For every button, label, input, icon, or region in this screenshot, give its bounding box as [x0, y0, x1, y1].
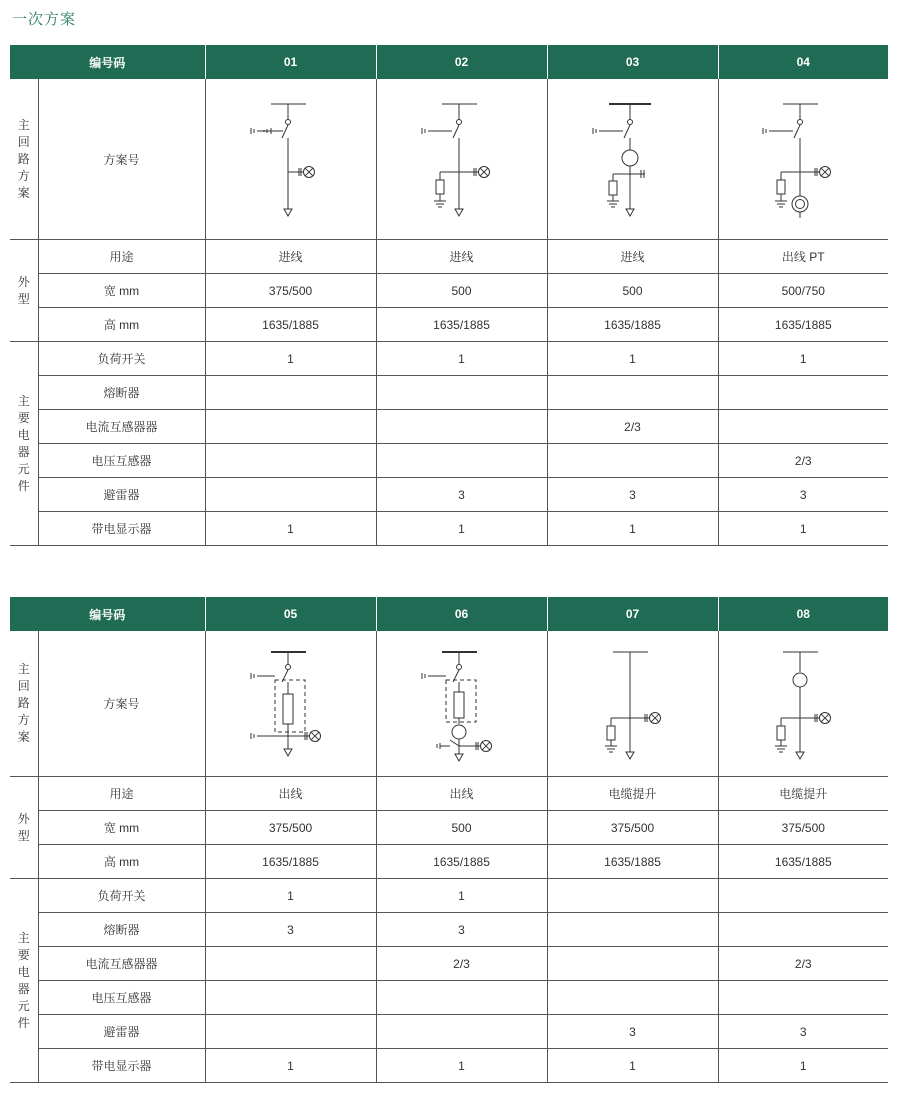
- height-01: 1635/1885: [205, 308, 376, 342]
- ct-label: 电流互感器器: [38, 947, 205, 981]
- indicator-05: 1: [205, 1049, 376, 1083]
- load-switch-03: 1: [547, 342, 718, 376]
- width-06: 500: [376, 811, 547, 845]
- usage-label: 用途: [38, 240, 205, 274]
- arrester-04: 3: [718, 478, 888, 512]
- arrester-row: [10, 478, 888, 512]
- diagram-03: [547, 79, 718, 240]
- ct-row: [10, 410, 888, 444]
- arrester-label: 避雷器: [38, 478, 205, 512]
- fuse-08: [718, 913, 888, 947]
- fuse-07: [547, 913, 718, 947]
- group-components: 主 要 电 器 元 件: [10, 342, 38, 546]
- arrester-07: 3: [547, 1015, 718, 1049]
- width-02: 500: [376, 274, 547, 308]
- width-08: 375/500: [718, 811, 888, 845]
- arrester-label: 避雷器: [38, 1015, 205, 1049]
- height-08: 1635/1885: [718, 845, 888, 879]
- pt-02: [376, 444, 547, 478]
- ct-04: [718, 410, 888, 444]
- diagram-01: [205, 79, 376, 240]
- circuit-diagram-02: [412, 94, 512, 224]
- fuse-04: [718, 376, 888, 410]
- fuse-label: 熔断器: [38, 376, 205, 410]
- indicator-label: 带电显示器: [38, 1049, 205, 1083]
- scheme-table-1: [10, 45, 888, 546]
- pt-05: [205, 981, 376, 1015]
- load-switch-row: [10, 879, 888, 913]
- ct-02: [376, 410, 547, 444]
- circuit-diagram-08: [753, 644, 853, 764]
- height-06: 1635/1885: [376, 845, 547, 879]
- width-row: [10, 274, 888, 308]
- usage-05: 出线: [205, 777, 376, 811]
- arrester-05: [205, 1015, 376, 1049]
- load-switch-04: 1: [718, 342, 888, 376]
- usage-row: [10, 240, 888, 274]
- group-appearance: 外 型: [10, 777, 38, 879]
- load-switch-label: 负荷开关: [38, 879, 205, 913]
- indicator-03: 1: [547, 512, 718, 546]
- arrester-row: [10, 1015, 888, 1049]
- load-switch-05: 1: [205, 879, 376, 913]
- pt-04: 2/3: [718, 444, 888, 478]
- indicator-label: 带电显示器: [38, 512, 205, 546]
- width-row: [10, 811, 888, 845]
- pt-08: [718, 981, 888, 1015]
- circuit-diagram-07: [583, 644, 683, 764]
- pt-03: [547, 444, 718, 478]
- circuit-diagram-05: [241, 644, 341, 764]
- group-main-circuit: 主 回 路 方 案: [10, 79, 38, 240]
- fuse-row: [10, 913, 888, 947]
- scheme-no-label: 方案号: [38, 631, 205, 777]
- load-switch-06: 1: [376, 879, 547, 913]
- pt-01: [205, 444, 376, 478]
- diagram-row: [10, 631, 888, 777]
- diagram-04: [718, 79, 888, 240]
- ct-row: [10, 947, 888, 981]
- width-05: 375/500: [205, 811, 376, 845]
- ct-05: [205, 947, 376, 981]
- usage-04: 出线 PT: [718, 240, 888, 274]
- height-label: 高 mm: [38, 308, 205, 342]
- width-04: 500/750: [718, 274, 888, 308]
- code-01: 01: [205, 45, 376, 79]
- circuit-diagram-03: [583, 94, 683, 224]
- circuit-diagram-01: [241, 94, 341, 224]
- usage-06: 出线: [376, 777, 547, 811]
- fuse-05: 3: [205, 913, 376, 947]
- code-07: 07: [547, 597, 718, 631]
- fuse-02: [376, 376, 547, 410]
- height-03: 1635/1885: [547, 308, 718, 342]
- group-appearance: 外 型: [10, 240, 38, 342]
- indicator-08: 1: [718, 1049, 888, 1083]
- usage-08: 电缆提升: [718, 777, 888, 811]
- diagram-row: [10, 79, 888, 240]
- usage-label: 用途: [38, 777, 205, 811]
- pt-07: [547, 981, 718, 1015]
- circuit-diagram-04: [753, 94, 853, 224]
- width-label: 宽 mm: [38, 811, 205, 845]
- scheme-no-label: 方案号: [38, 79, 205, 240]
- ct-label: 电流互感器器: [38, 410, 205, 444]
- indicator-06: 1: [376, 1049, 547, 1083]
- ct-07: [547, 947, 718, 981]
- pt-row: [10, 981, 888, 1015]
- indicator-row: [10, 1049, 888, 1083]
- header-row: [10, 45, 888, 79]
- circuit-diagram-06: [412, 644, 512, 764]
- usage-03: 进线: [547, 240, 718, 274]
- fuse-01: [205, 376, 376, 410]
- fuse-label: 熔断器: [38, 913, 205, 947]
- usage-07: 电缆提升: [547, 777, 718, 811]
- arrester-01: [205, 478, 376, 512]
- ct-01: [205, 410, 376, 444]
- diagram-07: [547, 631, 718, 777]
- fuse-03: [547, 376, 718, 410]
- arrester-03: 3: [547, 478, 718, 512]
- ct-03: 2/3: [547, 410, 718, 444]
- load-switch-07: [547, 879, 718, 913]
- pt-label: 电压互感器: [38, 444, 205, 478]
- header-code-label: 编号码: [10, 597, 205, 631]
- arrester-06: [376, 1015, 547, 1049]
- load-switch-08: [718, 879, 888, 913]
- width-01: 375/500: [205, 274, 376, 308]
- fuse-06: 3: [376, 913, 547, 947]
- code-04: 04: [718, 45, 888, 79]
- indicator-row: [10, 512, 888, 546]
- code-08: 08: [718, 597, 888, 631]
- usage-01: 进线: [205, 240, 376, 274]
- header-code-label: 编号码: [10, 45, 205, 79]
- height-row: [10, 308, 888, 342]
- load-switch-row: [10, 342, 888, 376]
- group-main-circuit: 主 回 路 方 案: [10, 631, 38, 777]
- fuse-row: [10, 376, 888, 410]
- scheme-table-2: [10, 597, 888, 1083]
- load-switch-01: 1: [205, 342, 376, 376]
- code-05: 05: [205, 597, 376, 631]
- height-row: [10, 845, 888, 879]
- arrester-08: 3: [718, 1015, 888, 1049]
- diagram-08: [718, 631, 888, 777]
- indicator-04: 1: [718, 512, 888, 546]
- code-02: 02: [376, 45, 547, 79]
- width-label: 宽 mm: [38, 274, 205, 308]
- diagram-05: [205, 631, 376, 777]
- load-switch-02: 1: [376, 342, 547, 376]
- usage-02: 进线: [376, 240, 547, 274]
- indicator-02: 1: [376, 512, 547, 546]
- code-06: 06: [376, 597, 547, 631]
- diagram-06: [376, 631, 547, 777]
- ct-08: 2/3: [718, 947, 888, 981]
- load-switch-label: 负荷开关: [38, 342, 205, 376]
- indicator-07: 1: [547, 1049, 718, 1083]
- height-07: 1635/1885: [547, 845, 718, 879]
- height-02: 1635/1885: [376, 308, 547, 342]
- pt-row: [10, 444, 888, 478]
- page-title: 一次方案: [12, 11, 77, 28]
- arrester-02: 3: [376, 478, 547, 512]
- height-label: 高 mm: [38, 845, 205, 879]
- group-components: 主 要 电 器 元 件: [10, 879, 38, 1083]
- width-07: 375/500: [547, 811, 718, 845]
- width-03: 500: [547, 274, 718, 308]
- code-03: 03: [547, 45, 718, 79]
- usage-row: [10, 777, 888, 811]
- pt-label: 电压互感器: [38, 981, 205, 1015]
- header-row: [10, 597, 888, 631]
- height-04: 1635/1885: [718, 308, 888, 342]
- height-05: 1635/1885: [205, 845, 376, 879]
- pt-06: [376, 981, 547, 1015]
- indicator-01: 1: [205, 512, 376, 546]
- diagram-02: [376, 79, 547, 240]
- ct-06: 2/3: [376, 947, 547, 981]
